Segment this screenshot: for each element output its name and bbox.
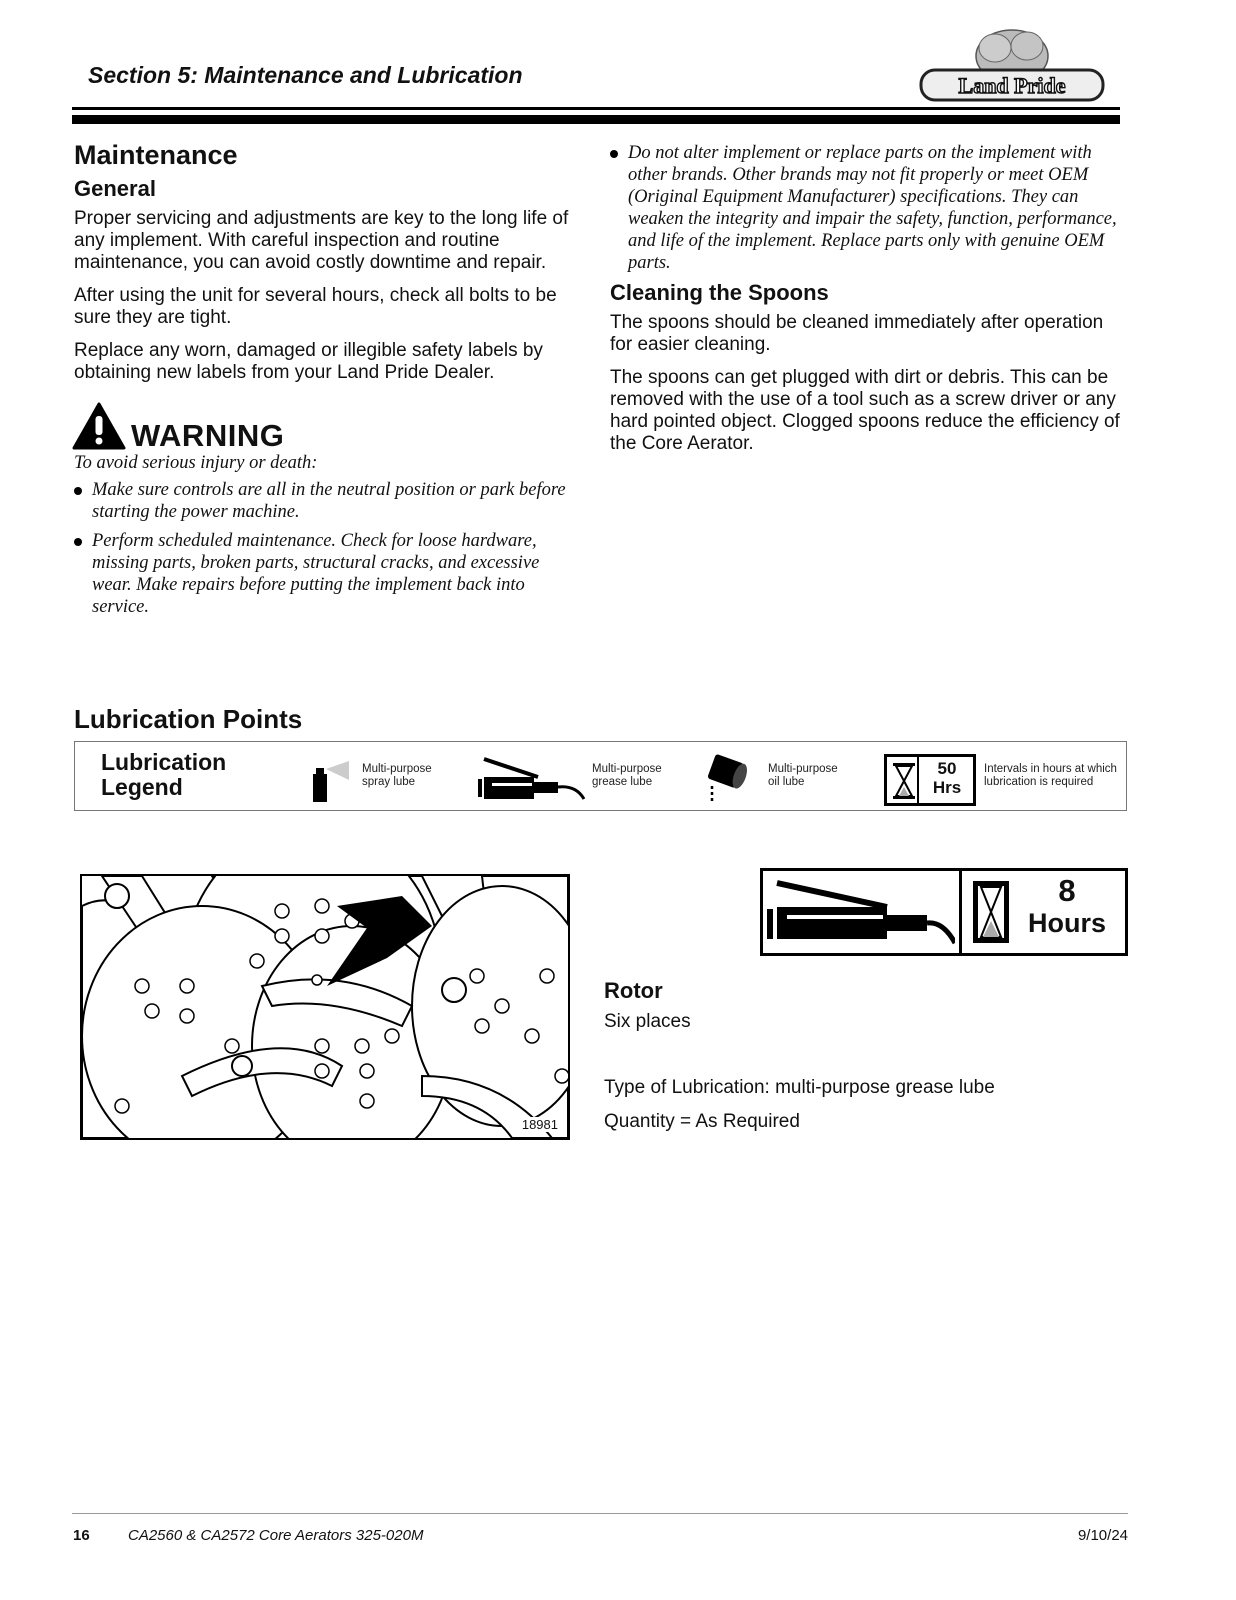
oil-can-icon xyxy=(704,754,758,804)
maintenance-heading: Maintenance xyxy=(74,140,238,170)
legend-title-line-1: Lubrication xyxy=(101,749,227,775)
lubrication-heading: Lubrication Points xyxy=(74,704,303,734)
cleaning-para-1: The spoons should be cleaned immediately after operation for easier cleaning. xyxy=(610,312,1104,355)
svg-text:Land Pride: Land Pride xyxy=(958,73,1066,98)
rotor-quantity: Quantity = As Required xyxy=(604,1111,800,1132)
header-rule-thin xyxy=(72,107,1120,110)
hourglass-icon xyxy=(893,763,915,799)
warning-bullet-3-text: Do not alter implement or replace parts on the implement with other brands. Other brands may not fit properly or meet OEM (Original Equipment Manufacturer) specifications. They can weaken the integrity and impair the safety, function, performance, and life of the implement. Replace parts only with genuine OEM parts. xyxy=(628,143,1117,273)
grease-gun-icon xyxy=(478,755,590,803)
rotor-title: Rotor xyxy=(604,978,663,1003)
legend-spray-line-1: Multi-purpose xyxy=(362,763,432,775)
legend-oil-line-1: Multi-purpose xyxy=(768,763,838,775)
general-para-1: Proper servicing and adjustments are key to the long life of any implement. With careful inspection and routine maintenance, you can avoid costly downtime and repair. xyxy=(74,208,569,273)
interval-divider xyxy=(959,871,962,953)
legend-grease-line-1: Multi-purpose xyxy=(592,763,662,775)
legend-spray-label xyxy=(362,763,432,789)
rotor-interval-box xyxy=(760,868,1128,956)
interval-divider xyxy=(917,757,919,803)
hourglass-icon xyxy=(973,881,1009,943)
bullet-dot xyxy=(74,487,82,495)
bullet-dot xyxy=(610,150,618,158)
interval-number: 50 xyxy=(937,759,957,778)
section-title: Section 5: Maintenance and Lubrication xyxy=(88,62,523,88)
general-para-2: After using the unit for several hours, check all bolts to be sure they are tight. xyxy=(74,285,557,328)
interval-text xyxy=(921,759,973,797)
warning-bullet-1 xyxy=(74,479,574,523)
warning-bullet-2-text: Perform scheduled maintenance. Check for loose hardware, missing parts, broken parts, structural cracks, and excessive wear. Make repairs before putting the implement back into service. xyxy=(92,531,540,617)
bullet-dot xyxy=(74,538,82,546)
legend-title xyxy=(101,750,226,800)
page-number: 16 xyxy=(73,1527,90,1544)
header-rule-thick xyxy=(72,115,1120,124)
hours-text xyxy=(1015,875,1119,939)
legend-oil-label xyxy=(768,763,838,789)
warning-intro: To avoid serious injury or death: xyxy=(74,453,318,473)
land-pride-logo xyxy=(917,26,1107,108)
cleaning-para-2: The spoons can get plugged with dirt or debris. This can be removed with the use of a tool such as a screw driver or any hard pointed object. Clogged spoons reduce the efficiency of the Core Aerator. xyxy=(610,367,1120,454)
doc-title: CA2560 & CA2572 Core Aerators 325-020M xyxy=(128,1527,424,1544)
legend-grease-line-2: grease lube xyxy=(592,776,653,788)
hours-number: 8 xyxy=(1058,873,1076,908)
interval-box xyxy=(884,754,976,806)
rotor-places: Six places xyxy=(604,1011,691,1032)
rotor-lube-type: Type of Lubrication: multi-purpose grease lube xyxy=(604,1077,995,1098)
footer-rule xyxy=(72,1513,1128,1514)
legend-spray-line-2: spray lube xyxy=(362,776,416,788)
doc-date: 9/10/24 xyxy=(1077,1527,1128,1544)
rotor-figure xyxy=(80,874,570,1140)
general-heading: General xyxy=(74,176,156,201)
interval-description xyxy=(984,763,1117,789)
interval-desc-line-2: lubrication is required xyxy=(984,776,1094,788)
warning-bullet-1-text: Make sure controls are all in the neutral position or park before starting the power machine. xyxy=(92,480,566,522)
rotor-illustration xyxy=(82,876,568,1138)
grease-gun-icon xyxy=(767,877,955,949)
legend-oil-line-2: oil lube xyxy=(768,776,805,788)
hours-label: Hours xyxy=(1027,908,1106,938)
warning-bullet-2 xyxy=(74,530,574,618)
interval-desc-line-1: Intervals in hours at which xyxy=(984,763,1117,775)
cleaning-heading: Cleaning the Spoons xyxy=(610,280,829,305)
warning-triangle-icon xyxy=(72,402,126,450)
interval-unit: Hrs xyxy=(932,778,962,797)
warning-title: WARNING xyxy=(131,418,285,453)
figure-number: 18981 xyxy=(521,1117,558,1132)
warning-bullet-3 xyxy=(610,142,1122,274)
legend-title-line-2: Legend xyxy=(101,774,183,800)
legend-grease-label xyxy=(592,763,662,789)
spray-can-icon xyxy=(307,760,351,804)
general-para-3: Replace any worn, damaged or illegible safety labels by obtaining new labels from your Land Pride Dealer. xyxy=(74,340,543,383)
